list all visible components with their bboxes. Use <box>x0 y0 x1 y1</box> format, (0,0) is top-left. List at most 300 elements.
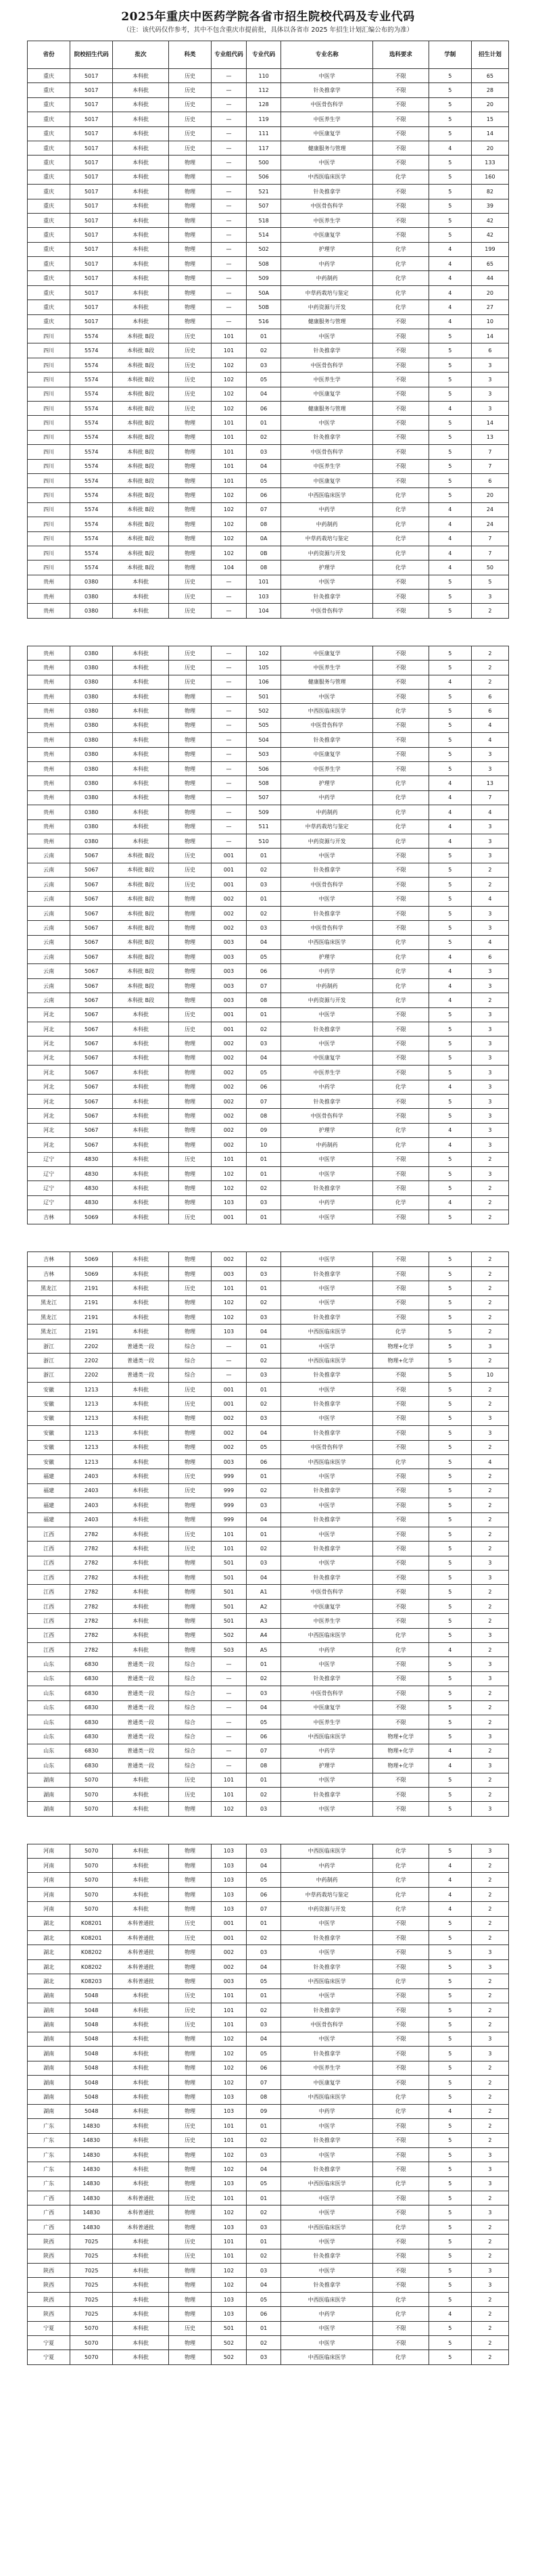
cell-major-code: 01 <box>246 1166 281 1180</box>
cell-province: 宁夏 <box>28 2321 70 2335</box>
cell-subject-type: 历史 <box>168 69 211 83</box>
cell-requirement: 不限 <box>372 1671 429 1686</box>
cell-major-name: 护理学 <box>281 242 373 256</box>
cell-quota: 2 <box>471 1916 508 1930</box>
cell-group-code: 103 <box>212 1195 247 1210</box>
cell-quota: 3 <box>471 1138 508 1152</box>
cell-province: 四川 <box>28 387 70 401</box>
table-row <box>28 2090 509 2104</box>
cell-duration: 5 <box>429 2018 471 2032</box>
cell-major-name: 中医学 <box>281 1945 373 1959</box>
cell-batch: 本科批 B段 <box>113 878 169 892</box>
cell-school-code: 1213 <box>70 1426 113 1440</box>
cell-quota: 2 <box>471 1498 508 1512</box>
cell-batch: 本科批 <box>113 1195 169 1210</box>
cell-duration: 5 <box>429 83 471 97</box>
table-row <box>28 170 509 184</box>
table-row <box>28 1109 509 1123</box>
cell-major-code: 128 <box>246 97 281 112</box>
table-row <box>28 1252 509 1266</box>
cell-group-code: 103 <box>212 1325 247 1339</box>
cell-quota: 15 <box>471 112 508 126</box>
cell-duration: 5 <box>429 1542 471 1556</box>
cell-group-code: 101 <box>212 343 247 358</box>
cell-batch: 本科批 <box>113 790 169 805</box>
cell-requirement: 化学 <box>372 271 429 285</box>
cell-quota: 2 <box>471 1252 508 1266</box>
cell-subject-type: 物理 <box>168 300 211 314</box>
cell-subject-type: 物理 <box>168 1252 211 1266</box>
cell-subject-type: 物理 <box>168 690 211 704</box>
cell-school-code: 5069 <box>70 1266 113 1281</box>
cell-school-code: K08202 <box>70 1945 113 1959</box>
cell-school-code: 5574 <box>70 416 113 430</box>
cell-subject-type: 物理 <box>168 1512 211 1527</box>
cell-major-name: 中医养生学 <box>281 2061 373 2075</box>
table-row <box>28 878 509 892</box>
cell-batch: 本科批 <box>113 1426 169 1440</box>
page-note: （注：该代码仅作参考，其中不包含重庆市提前批，具体以各省市 2025 年招生计划汇编公布的为准） <box>122 26 414 34</box>
cell-major-code: 50B <box>246 300 281 314</box>
cell-quota: 2 <box>471 2104 508 2118</box>
cell-major-name: 中医康复学 <box>281 228 373 242</box>
cell-group-code: — <box>212 1744 247 1758</box>
cell-province: 重庆 <box>28 300 70 314</box>
cell-quota: 2 <box>471 1643 508 1657</box>
table-row <box>28 1887 509 1901</box>
cell-province: 湖南 <box>28 1787 70 1801</box>
table-row <box>28 1873 509 1887</box>
cell-duration: 5 <box>429 2003 471 2018</box>
cell-batch: 本科批 B段 <box>113 531 169 546</box>
cell-requirement: 化学 <box>372 546 429 560</box>
cell-quota: 3 <box>471 1051 508 1065</box>
cell-duration: 5 <box>429 2061 471 2075</box>
cell-requirement: 化学 <box>372 978 429 993</box>
cell-duration: 4 <box>429 964 471 978</box>
cell-duration: 4 <box>429 560 471 575</box>
cell-school-code: 2202 <box>70 1339 113 1353</box>
cell-duration: 5 <box>429 1988 471 2003</box>
cell-major-code: 0B <box>246 546 281 560</box>
cell-group-code: 999 <box>212 1512 247 1527</box>
cell-major-code: A2 <box>246 1599 281 1613</box>
cell-subject-type: 物理 <box>168 2061 211 2075</box>
cell-province: 湖北 <box>28 1974 70 1988</box>
cell-subject-type: 历史 <box>168 1007 211 1022</box>
cell-major-code: 03 <box>246 1368 281 1382</box>
cell-subject-type: 物理 <box>168 531 211 546</box>
cell-major-code: 01 <box>246 2321 281 2335</box>
table-row <box>28 531 509 546</box>
cell-major-code: 08 <box>246 2090 281 2104</box>
cell-quota: 2 <box>471 1773 508 1787</box>
cell-school-code: 5069 <box>70 1252 113 1266</box>
table-row <box>28 1931 509 1945</box>
cell-duration: 4 <box>429 819 471 834</box>
cell-subject-type: 物理 <box>168 1498 211 1512</box>
cell-group-code: 102 <box>212 1310 247 1325</box>
cell-requirement: 不限 <box>372 863 429 877</box>
cell-major-name: 中医骨伤科学 <box>281 199 373 213</box>
cell-batch: 普通类一段 <box>113 1671 169 1686</box>
cell-school-code: 5067 <box>70 1080 113 1094</box>
cell-requirement: 化学 <box>372 2176 429 2191</box>
cell-major-name: 中医学 <box>281 2205 373 2220</box>
cell-province: 贵州 <box>28 761 70 776</box>
cell-school-code: 14830 <box>70 2147 113 2162</box>
cell-group-code: 999 <box>212 1469 247 1483</box>
cell-batch: 本科批 <box>113 1802 169 1816</box>
table-row <box>28 575 509 589</box>
table-row <box>28 1498 509 1512</box>
cell-major-name: 中医骨伤科学 <box>281 445 373 459</box>
cell-duration: 5 <box>429 1802 471 1816</box>
cell-major-code: 518 <box>246 213 281 227</box>
cell-group-code: 999 <box>212 1483 247 1498</box>
cell-major-name: 中医骨伤科学 <box>281 1585 373 1599</box>
cell-duration: 5 <box>429 2350 471 2364</box>
cell-quota: 65 <box>471 69 508 83</box>
cell-quota: 3 <box>471 1802 508 1816</box>
cell-duration: 4 <box>429 502 471 517</box>
cell-major-code: 01 <box>246 2235 281 2249</box>
table-row <box>28 1325 509 1339</box>
cell-school-code: 2782 <box>70 1556 113 1570</box>
cell-subject-type: 历史 <box>168 2133 211 2147</box>
cell-batch: 本科批 <box>113 1166 169 1180</box>
cell-major-name: 中医学 <box>281 1988 373 2003</box>
cell-group-code: 001 <box>212 878 247 892</box>
cell-major-code: 104 <box>246 604 281 618</box>
cell-school-code: 0380 <box>70 776 113 790</box>
cell-subject-type: 历史 <box>168 1527 211 1541</box>
cell-subject-type: 物理 <box>168 2205 211 2220</box>
cell-requirement: 物理+化学 <box>372 1730 429 1744</box>
cell-province: 重庆 <box>28 242 70 256</box>
cell-subject-type: 物理 <box>168 1181 211 1195</box>
cell-subject-type: 物理 <box>168 776 211 790</box>
cell-major-name: 中医康复学 <box>281 1700 373 1715</box>
cell-subject-type: 物理 <box>168 1109 211 1123</box>
table-row <box>28 747 509 761</box>
cell-subject-type: 物理 <box>168 445 211 459</box>
cell-requirement: 不限 <box>372 1931 429 1945</box>
cell-requirement: 化学 <box>372 935 429 949</box>
cell-major-name: 针灸推拿学 <box>281 1959 373 1974</box>
cell-major-code: 05 <box>246 473 281 487</box>
cell-major-name: 中草药栽培与鉴定 <box>281 531 373 546</box>
cell-duration: 5 <box>429 2335 471 2350</box>
cell-school-code: 5017 <box>70 257 113 271</box>
cell-requirement: 不限 <box>372 1210 429 1224</box>
cell-duration: 5 <box>429 488 471 502</box>
cell-school-code: 0380 <box>70 747 113 761</box>
cell-quota: 13 <box>471 776 508 790</box>
cell-quota: 10 <box>471 314 508 329</box>
cell-subject-type: 综合 <box>168 1339 211 1353</box>
table-row <box>28 2235 509 2249</box>
cell-province: 广东 <box>28 2162 70 2176</box>
cell-major-name: 中医学 <box>281 2119 373 2133</box>
cell-major-name: 中医养生学 <box>281 459 373 473</box>
cell-group-code: — <box>212 300 247 314</box>
table-row <box>28 776 509 790</box>
cell-major-code: 06 <box>246 2307 281 2321</box>
cell-batch: 本科批 <box>113 2133 169 2147</box>
cell-major-name: 中医学 <box>281 1657 373 1671</box>
cell-group-code: 102 <box>212 2075 247 2089</box>
cell-major-code: 502 <box>246 704 281 718</box>
cell-major-name: 中药学 <box>281 1080 373 1094</box>
cell-duration: 5 <box>429 704 471 718</box>
cell-school-code: 14830 <box>70 2119 113 2133</box>
cell-batch: 本科批 <box>113 1542 169 1556</box>
table-row <box>28 473 509 487</box>
table-row <box>28 950 509 964</box>
cell-group-code: 001 <box>212 863 247 877</box>
cell-major-name: 中医学 <box>281 69 373 83</box>
cell-duration: 5 <box>429 863 471 877</box>
cell-subject-type: 物理 <box>168 1887 211 1901</box>
cell-province: 重庆 <box>28 271 70 285</box>
cell-province: 湖北 <box>28 1931 70 1945</box>
cell-duration: 5 <box>429 1730 471 1744</box>
cell-school-code: 5574 <box>70 560 113 575</box>
cell-batch: 本科批 B段 <box>113 373 169 387</box>
cell-requirement: 化学 <box>372 950 429 964</box>
cell-major-name: 针灸推拿学 <box>281 590 373 604</box>
table-row <box>28 228 509 242</box>
table-row <box>28 604 509 618</box>
cell-batch: 本科普通批 <box>113 1916 169 1930</box>
cell-requirement: 不限 <box>372 2003 429 2018</box>
cell-group-code: 502 <box>212 2335 247 2350</box>
cell-major-code: 03 <box>246 1411 281 1425</box>
cell-subject-type: 历史 <box>168 1397 211 1411</box>
cell-quota: 3 <box>471 834 508 848</box>
cell-group-code: 002 <box>212 1945 247 1959</box>
cell-requirement: 化学 <box>372 819 429 834</box>
cell-batch: 本科批 <box>113 1080 169 1094</box>
table-row <box>28 1859 509 1873</box>
cell-requirement: 不限 <box>372 1773 429 1787</box>
cell-group-code: 001 <box>212 1397 247 1411</box>
cell-subject-type: 物理 <box>168 416 211 430</box>
cell-major-code: 119 <box>246 112 281 126</box>
cell-batch: 本科批 <box>113 1556 169 1570</box>
cell-major-code: 05 <box>246 1715 281 1729</box>
cell-group-code: 002 <box>212 1051 247 1065</box>
cell-province: 云南 <box>28 849 70 863</box>
cell-batch: 本科批 <box>113 156 169 170</box>
cell-major-code: 06 <box>246 1887 281 1901</box>
cell-province: 贵州 <box>28 733 70 747</box>
cell-province: 贵州 <box>28 661 70 675</box>
cell-major-code: 03 <box>246 1498 281 1512</box>
cell-group-code: 003 <box>212 1974 247 1988</box>
cell-subject-type: 物理 <box>168 1599 211 1613</box>
cell-batch: 本科批 <box>113 1210 169 1224</box>
table-row <box>28 2191 509 2205</box>
cell-batch: 本科批 <box>113 1123 169 1137</box>
cell-major-code: 03 <box>246 1556 281 1570</box>
cell-batch: 本科批 <box>113 2090 169 2104</box>
cell-major-name: 健康服务与管理 <box>281 314 373 329</box>
cell-batch: 本科批 <box>113 675 169 689</box>
cell-major-name: 针灸推拿学 <box>281 2278 373 2292</box>
cell-quota: 3 <box>471 2162 508 2176</box>
table-row <box>28 2104 509 2118</box>
table-row <box>28 2018 509 2032</box>
cell-province: 江西 <box>28 1542 70 1556</box>
cell-province: 四川 <box>28 502 70 517</box>
table-row <box>28 285 509 300</box>
cell-province: 湖北 <box>28 1945 70 1959</box>
cell-major-name: 中西医临床医学 <box>281 1974 373 1988</box>
cell-major-name: 中医康复学 <box>281 1051 373 1065</box>
cell-duration: 5 <box>429 1454 471 1469</box>
cell-subject-type: 物理 <box>168 1844 211 1858</box>
cell-subject-type: 历史 <box>168 97 211 112</box>
cell-duration: 4 <box>429 1902 471 1916</box>
cell-subject-type: 物理 <box>168 1195 211 1210</box>
cell-batch: 本科批 <box>113 2235 169 2249</box>
cell-group-code: 102 <box>212 546 247 560</box>
cell-major-name: 针灸推拿学 <box>281 2133 373 2147</box>
table-row <box>28 1759 509 1773</box>
cell-major-code: 03 <box>246 2264 281 2278</box>
table-row <box>28 401 509 415</box>
cell-group-code: 102 <box>212 1802 247 1816</box>
cell-group-code: 102 <box>212 517 247 531</box>
cell-major-name: 中西医临床医学 <box>281 2090 373 2104</box>
cell-duration: 4 <box>429 993 471 1007</box>
cell-major-code: 01 <box>246 329 281 343</box>
cell-group-code: — <box>212 83 247 97</box>
cell-school-code: 2782 <box>70 1643 113 1657</box>
cell-requirement: 不限 <box>372 1166 429 1180</box>
cell-province: 河南 <box>28 1887 70 1901</box>
table-row <box>28 1773 509 1787</box>
cell-school-code: 4830 <box>70 1195 113 1210</box>
cell-subject-type: 历史 <box>168 1988 211 2003</box>
cell-group-code: 502 <box>212 1628 247 1642</box>
cell-duration: 5 <box>429 1916 471 1930</box>
cell-school-code: 5017 <box>70 83 113 97</box>
cell-requirement: 不限 <box>372 1022 429 1036</box>
cell-subject-type: 历史 <box>168 83 211 97</box>
table-row <box>28 1281 509 1295</box>
cell-major-code: 02 <box>246 2249 281 2263</box>
cell-province: 河南 <box>28 1873 70 1887</box>
cell-duration: 5 <box>429 2205 471 2220</box>
cell-batch: 本科批 <box>113 776 169 790</box>
cell-province: 山东 <box>28 1715 70 1729</box>
cell-batch: 本科批 <box>113 170 169 184</box>
cell-group-code: 101 <box>212 459 247 473</box>
cell-major-code: A4 <box>246 1628 281 1642</box>
cell-quota: 3 <box>471 401 508 415</box>
cell-batch: 本科批 B段 <box>113 863 169 877</box>
page-title: 2025年重庆中医药学院各省市招生院校代码及专业代码 <box>121 10 415 24</box>
cell-major-code: 05 <box>246 2047 281 2061</box>
table-row <box>28 560 509 575</box>
table-row <box>28 1916 509 1930</box>
cell-subject-type: 物理 <box>168 747 211 761</box>
cell-province: 山东 <box>28 1759 70 1773</box>
cell-batch: 本科批 <box>113 661 169 675</box>
cell-major-code: 511 <box>246 819 281 834</box>
cell-requirement: 不限 <box>372 1599 429 1613</box>
cell-group-code: — <box>212 747 247 761</box>
cell-school-code: 1213 <box>70 1454 113 1469</box>
cell-subject-type: 物理 <box>168 1411 211 1425</box>
cell-quota: 2 <box>471 1585 508 1599</box>
cell-quota: 20 <box>471 97 508 112</box>
cell-subject-type: 历史 <box>168 863 211 877</box>
cell-requirement: 不限 <box>372 459 429 473</box>
cell-quota: 10 <box>471 1368 508 1382</box>
cell-requirement: 化学 <box>372 1454 429 1469</box>
cell-duration: 5 <box>429 575 471 589</box>
cell-province: 贵州 <box>28 646 70 660</box>
cell-batch: 普通类一段 <box>113 1354 169 1368</box>
cell-requirement: 化学 <box>372 242 429 256</box>
cell-requirement: 不限 <box>372 1585 429 1599</box>
cell-major-code: 07 <box>246 1902 281 1916</box>
cell-quota: 2 <box>471 1325 508 1339</box>
cell-group-code: 002 <box>212 1036 247 1051</box>
table-row <box>28 199 509 213</box>
cell-quota: 2 <box>471 1152 508 1166</box>
cell-batch: 本科批 <box>113 575 169 589</box>
cell-subject-type: 历史 <box>168 2321 211 2335</box>
cell-school-code: 2782 <box>70 1628 113 1642</box>
cell-group-code: 101 <box>212 430 247 444</box>
cell-major-name: 中医学 <box>281 1295 373 1310</box>
cell-batch: 本科批 <box>113 69 169 83</box>
cell-requirement: 不限 <box>372 849 429 863</box>
cell-major-code: 02 <box>246 430 281 444</box>
cell-requirement: 化学 <box>372 2350 429 2364</box>
cell-major-code: 03 <box>246 1686 281 1700</box>
cell-major-code: 102 <box>246 646 281 660</box>
cell-school-code: 5067 <box>70 1022 113 1036</box>
cell-province: 四川 <box>28 560 70 575</box>
table-row <box>28 2220 509 2234</box>
cell-province: 广东 <box>28 2119 70 2133</box>
cell-school-code: 5070 <box>70 2335 113 2350</box>
cell-province: 贵州 <box>28 690 70 704</box>
cell-duration: 4 <box>429 776 471 790</box>
cell-quota: 2 <box>471 863 508 877</box>
cell-duration: 5 <box>429 1152 471 1166</box>
cell-quota: 3 <box>471 1628 508 1642</box>
cell-batch: 普通类一段 <box>113 1730 169 1744</box>
cell-requirement: 不限 <box>372 387 429 401</box>
table-row <box>28 213 509 227</box>
cell-school-code: 5067 <box>70 1123 113 1137</box>
cell-major-name: 针灸推拿学 <box>281 1368 373 1382</box>
cell-school-code: 5067 <box>70 1138 113 1152</box>
cell-school-code: 5067 <box>70 878 113 892</box>
cell-major-name: 中西医临床医学 <box>281 2292 373 2306</box>
table-row <box>28 271 509 285</box>
cell-school-code: 5017 <box>70 271 113 285</box>
cell-duration: 4 <box>429 271 471 285</box>
cell-school-code: K08202 <box>70 1959 113 1974</box>
